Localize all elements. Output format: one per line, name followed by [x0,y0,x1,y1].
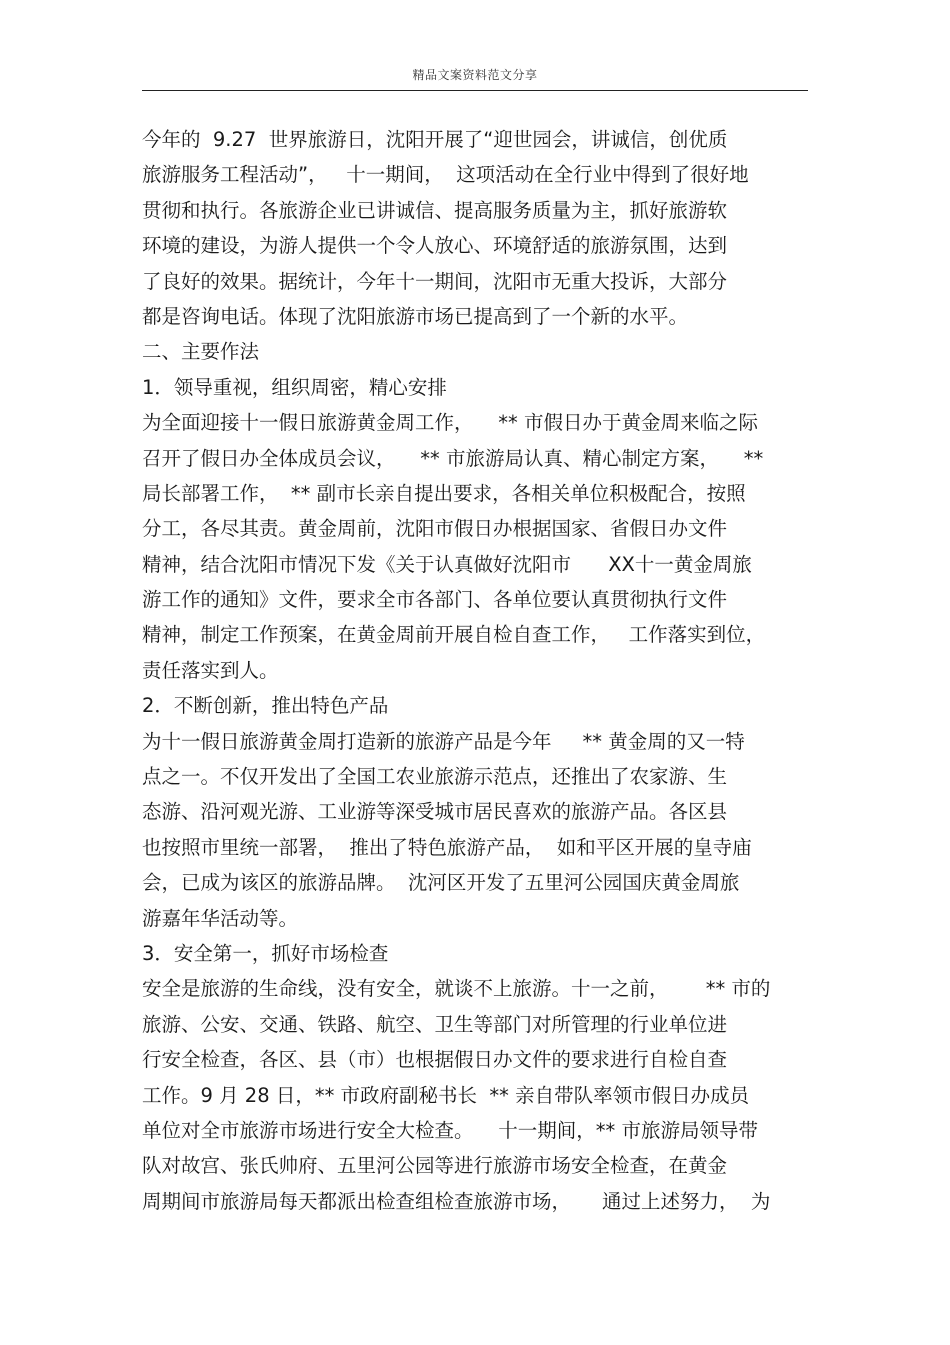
text-line: 游工作的通知》文件，要求全市各部门、各单位要认真贯彻执行文件 [142,588,728,612]
text-line: 周期间市旅游局每天都派出检查组检查旅游市场， 通过上述努力， 为 [142,1189,771,1213]
text-line: 队对故宫、张氏帅府、五里河公园等进行旅游市场安全检查，在黄金 [142,1154,728,1178]
text-line: 也按照市里统一部署， 推出了特色旅游产品， 如和平区开展的皇寺庙 [142,835,752,859]
subsection-heading: 2．不断创新，推出特色产品 [142,694,389,718]
text-line: 今年的 9.27 世界旅游日，沈阳开展了“迎世园会，讲诚信，创优质 [142,128,728,151]
text-line: 分工，各尽其责。黄金周前，沈阳市假日办根据国家、省假日办文件 [142,517,728,541]
text-line: 为全面迎接十一假日旅游黄金周工作， ** 市假日办于黄金周来临之际 [142,411,758,435]
text-line: 单位对全市旅游市场进行安全大检查。 十一期间，** 市旅游局领导带 [142,1118,758,1142]
text-line: 召开了假日办全体成员会议， ** 市旅游局认真、精心制定方案， ** [142,446,764,470]
text-line: 了良好的效果。据统计，今年十一期间，沈阳市无重大投诉，大部分 [142,269,728,293]
text-line: 点之一。不仅开发出了全国工农业旅游示范点，还推出了农家游、生 [142,765,728,789]
subsection-heading: 3．安全第一，抓好市场检查 [142,941,389,965]
text-line: 贯彻和执行。各旅游企业已讲诚信、提高服务质量为主，抓好旅游软 [142,198,728,222]
subsection-heading: 1．领导重视，组织周密，精心安排 [142,375,447,399]
text-line: 局长部署工作， ** 副市长亲自提出要求，各相关单位积极配合，按照 [142,481,746,505]
text-line: 旅游、公安、交通、铁路、航空、卫生等部门对所管理的行业单位进 [142,1012,728,1036]
page-header: 精品文案资料范文分享 [412,68,538,82]
text-line: 游嘉年华活动等。 [142,906,299,930]
text-line: 精神，制定工作预案，在黄金周前开展自检自查工作， 工作落实到位， [142,623,766,647]
text-line: 环境的建设，为游人提供一个令人放心、环境舒适的旅游氛围，达到 [142,234,728,258]
header-divider [142,90,808,91]
text-line: 责任落实到人。 [142,658,279,682]
text-line: 安全是旅游的生命线，没有安全，就谈不上旅游。十一之前， ** 市的 [142,977,771,1001]
text-line: 会，已成为该区的旅游品牌。 沈河区开发了五里河公园国庆黄金周旅 [142,871,740,895]
document-body [142,122,812,1219]
text-line: 行安全检查，各区、县（市）也根据假日办文件的要求进行自检自查 [142,1048,728,1072]
text-line: 都是咨询电话。体现了沈阳旅游市场已提高到了一个新的水平。 [142,304,689,328]
text-line: 旅游服务工程活动”， 十一期间， 这项活动在全行业中得到了很好地 [142,163,749,187]
section-heading: 二、主要作法 [142,340,260,364]
text-line: 精神，结合沈阳市情况下发《关于认真做好沈阳市 XX十一黄金周旅 [142,552,752,576]
text-line: 为十一假日旅游黄金周打造新的旅游产品是今年 ** 黄金周的又一特 [142,729,745,753]
text-line: 态游、沿河观光游、工业游等深受城市居民喜欢的旅游产品。各区县 [142,800,728,824]
text-line: 工作。9 月 28 日，** 市政府副秘书长 ** 亲自带队率领市假日办成员 [142,1083,750,1107]
